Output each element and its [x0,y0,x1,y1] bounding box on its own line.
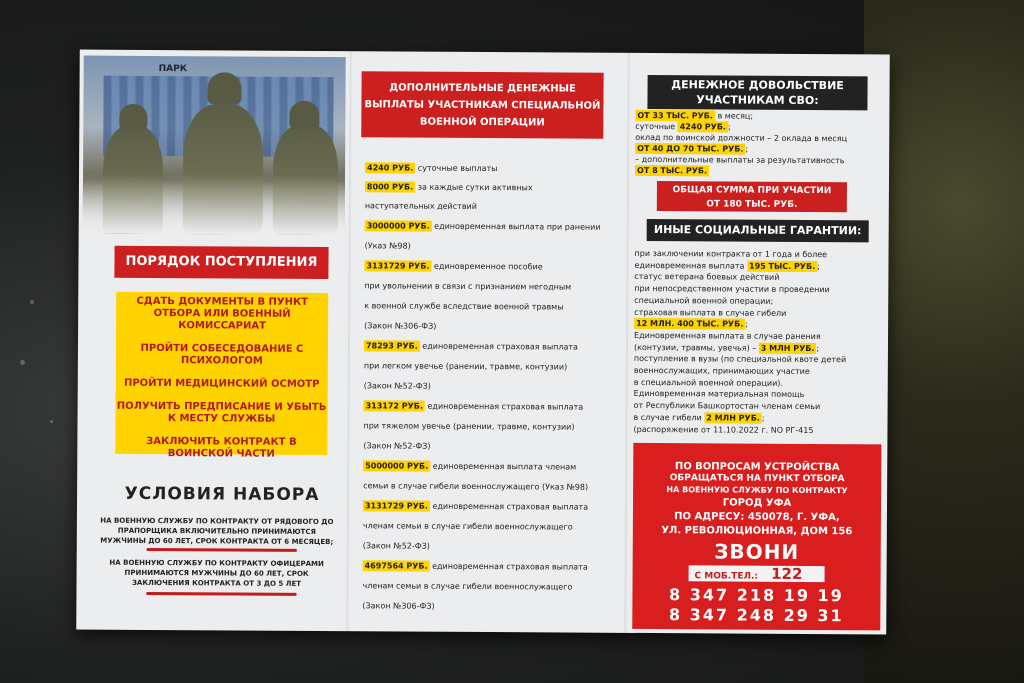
payment-amount: 3131729 РУБ. [364,260,431,271]
info-line [634,354,846,364]
payment-amount: 313172 РУБ. [364,400,425,411]
payment-text: единовременная выплата членам [430,461,577,472]
info-line [634,272,779,282]
info-line [634,389,805,399]
guarantees-title: ИНЫЕ СОЦИАЛЬНЫЕ ГАРАНТИИ: [647,219,869,242]
payment-row [364,401,584,411]
contact-line: УЛ. РЕВОЛЮЦИОННАЯ, ДОМ 156 [661,525,853,538]
payment-row [364,381,431,390]
payment-text: единовременная страховая выплата [424,401,584,412]
payment-text: (Закон №52-ФЗ) [363,441,431,451]
payment-row [362,581,572,591]
payment-row [363,421,574,431]
step-item: ПРОЙТИ СОБЕСЕДОВАНИЕ С ПСИХОЛОГОМ [140,342,304,367]
mobile-label: С МОБ.ТЕЛ.: [694,571,759,582]
payment-row [363,501,588,511]
info-line [634,261,819,271]
payment-row [363,441,430,450]
condition-text: НА ВОЕННУЮ СЛУЖБУ ПО КОНТРАКТУ ОТ РЯДОВОГО ДО ПРАПОРЩИКА ВКЛЮЧИТЕЛЬНО ПРИНИМАЮТСЯ МУЖЧИНЫ ДО 60 ЛЕТ, СРОК КОНТРАКТА ОТ 6 МЕСЯЦЕВ; [100,516,334,547]
payment-text: единовременная выплата при ранении [431,221,601,232]
payment-text: семьи в случае гибели военнослужащего (Указ №98) [363,481,589,492]
info-text: оклад по воинской должности – 2 оклада в месяц [635,132,848,144]
payment-amount: 4697564 РУБ. [363,560,430,571]
payment-amount: 5000000 РУБ. [363,460,430,471]
info-line [635,155,844,165]
recruitment-flyer [76,50,890,635]
step-item: СДАТЬ ДОКУМЕНТЫ В ПУНКТ ОТБОРА ИЛИ ВОЕННЫЙ КОМИССАРИАТ [136,295,309,332]
step-item: ПОЛУЧИТЬ ПРЕДПИСАНИЕ И УБЫТЬ К МЕСТУ СЛУЖБЫ [116,400,327,425]
info-line [635,133,847,143]
building-sign: ПАРК [158,64,188,75]
payment-text: при тяжелом увечье (ранении, травме, контузии) [363,421,575,432]
right-panel [626,53,890,635]
payment-row [365,182,533,192]
payment-text: (Указ №98) [364,241,411,251]
payment-row [365,163,498,173]
payment-amount: 4240 РУБ. [365,162,415,173]
payment-text: наступательных действий [364,201,477,211]
payment-text: единовременная страховая выплата [419,341,578,352]
payment-text: членам семьи в случае гибели военнослужащего [362,581,573,592]
phone-number: 8 347 218 19 19 [669,585,844,606]
info-text: ; [745,319,748,329]
info-line [634,378,783,388]
payment-row [363,561,588,571]
info-line [635,111,753,121]
total-line: ОБЩАЯ СУММА ПРИ УЧАСТИИ [672,185,832,197]
payments-title: ДОПОЛНИТЕЛЬНЫЕ ДЕНЕЖНЫЕ ВЫПЛАТЫ УЧАСТНИКАМ СПЕЦИАЛЬНОЙ ВОЕННОЙ ОПЕРАЦИИ [361,71,603,138]
payment-amount: 78293 РУБ. [364,340,420,351]
info-line [635,166,709,175]
info-text: Единовременная выплата в случае ранения [634,330,821,341]
helmet [119,104,147,130]
allowance-title-line: ДЕНЕЖНОЕ ДОВОЛЬСТВИЕ [671,78,844,93]
info-text: – дополнительные выплаты за результативность [635,154,845,166]
info-text: статус ветерана боевых действий [634,272,780,283]
payment-text: при увольнении в связи с признанием негодным [364,281,572,292]
left-panel [76,50,350,632]
info-text: от Республики Башкортостан членам семьи [633,401,821,412]
info-text: суточные [635,121,678,132]
contact-block [632,443,881,631]
payment-row [365,201,477,211]
info-line [634,366,810,376]
conditions-title: УСЛОВИЯ НАБОРА [124,483,320,506]
payment-amount: 3000000 РУБ. [365,220,432,231]
info-line [634,401,821,411]
highlight-amount: 4240 РУБ. [678,121,728,132]
mobile-bar [689,565,825,582]
payment-text: (Закон №306-ФЗ) [364,321,437,331]
steps-list [115,296,328,472]
payment-text: при легком увечье (ранении, травме, контузии) [363,361,568,372]
total-sum-banner [657,181,847,212]
info-text: единовременная выплата [634,260,748,271]
middle-panel [348,51,628,633]
info-line [635,144,748,154]
info-text: при непосредственном участии в проведении [634,284,830,295]
info-text: специальной военной операции; [634,295,774,306]
info-text: Единовременная материальная помощь [633,389,805,400]
contact-line: ПО ВОПРОСАМ УСТРОЙСТВА [674,461,840,474]
payment-row [364,281,571,291]
helmet [207,72,241,104]
info-line [634,307,786,317]
highlight-amount: ОТ 8 ТЫС. РУБ. [635,165,709,176]
mobile-number: 122 [771,564,803,583]
payment-row [364,261,542,271]
payment-row [362,601,434,610]
payment-row [363,481,588,491]
step-item: ЗАКЛЮЧИТЬ КОНТРАКТ В ВОИНСКОЙ ЧАСТИ [146,435,297,460]
payment-row [364,321,436,330]
allowance-title-line: УЧАСТНИКАМ СВО: [696,93,819,108]
info-text: ; [761,413,765,423]
info-line [634,319,748,329]
helmet [289,101,319,129]
soldiers-photo [83,56,346,236]
info-text: ; [727,122,731,132]
payment-row [363,541,430,550]
payment-amount: 3131729 РУБ. [363,500,430,511]
underline [146,592,296,596]
call-text: ЗВОНИ [714,539,800,564]
water-drop [20,360,25,365]
highlight-amount: 195 ТЫС. РУБ. [747,260,817,271]
payment-text: за каждые сутки активных [415,182,533,193]
contact-line: ОБРАЩАТЬСЯ НА ПУНКТ ОТБОРА [669,473,845,485]
payment-text: (Закон №52-ФЗ) [363,381,431,391]
payment-text: единовременное пособие [431,261,543,272]
info-line [634,296,773,306]
info-line [635,249,828,259]
payment-text: (Закон №52-ФЗ) [362,541,430,551]
payment-text: суточные выплаты [415,163,498,174]
highlight-amount: 3 МЛН РУБ. [759,342,817,353]
allowance-title [647,75,867,110]
contact-line: ПО АДРЕСУ: 450078, Г. УФА, [674,511,840,524]
payment-text: (Закон №306-ФЗ) [362,601,435,611]
payment-text: единовременная страховая выплата [429,561,588,572]
payment-amount: 8000 РУБ. [365,181,415,192]
payment-text: членам семьи в случае гибели военнослужащего [362,521,573,532]
payment-row [364,301,563,311]
condition-text: НА ВОЕННУЮ СЛУЖБУ ПО КОНТРАКТУ ОФИЦЕРАМИ ПРИНИМАЮТСЯ МУЖЧИНЫ ДО 60 ЛЕТ, СРОК ЗАКЛЮЧЕНИЯ КОНТРАКТА ОТ 3 ДО 5 ЛЕТ [109,558,324,588]
info-line [634,413,765,423]
order-title: ПОРЯДОК ПОСТУПЛЕНИЯ [114,246,328,279]
info-line [633,424,813,434]
info-line [634,343,819,353]
info-text: страховая выплата в случае гибели [634,307,787,318]
payment-row [364,361,567,371]
info-text: (контузии, травмы, увечья) – [633,342,759,353]
info-text: ; [817,261,820,271]
payment-text: единовременная страховая выплата [429,501,589,512]
contact-line: ГОРОД УФА [722,497,792,509]
info-text: ; [816,343,820,353]
highlight-amount: ОТ 33 ТЫС. РУБ. [635,110,715,121]
highlight-amount: ОТ 40 ДО 70 ТЫС. РУБ. [635,143,745,155]
payment-row [364,341,578,351]
info-line [634,331,821,341]
info-text: военнослужащих, принимающих участие [633,365,810,376]
contact-line: НА ВОЕННУЮ СЛУЖБУ ПО КОНТРАКТУ [666,485,848,496]
total-line: ОТ 180 ТЫС. РУБ. [706,199,798,210]
payment-row [363,461,576,471]
water-drop [50,420,53,423]
info-text: (распоряжение от 11.10.2022 г. NO РГ-415 [633,424,814,435]
info-text: при заключении контракта от 1 года и более [634,248,828,260]
payments-list [362,163,625,611]
info-text: в случае гибели [633,412,705,423]
payment-text: к военной службе вследствие военной травмы [364,301,564,312]
info-text: ; [745,144,749,154]
info-text: поступление в вузы (по специальной квоте детей [633,354,847,365]
phone-number: 8 347 248 29 31 [668,605,844,626]
underline [147,548,297,552]
payment-row [365,221,601,231]
step-item: ПРОЙТИ МЕДИЦИНСКИЙ ОСМОТР [123,377,320,391]
highlight-amount: 2 МЛН РУБ. [704,412,762,423]
highlight-amount: 12 МЛН. 400 ТЫС. РУБ. [634,318,745,330]
payment-row [363,521,573,531]
payment-row [365,241,411,250]
info-line [635,122,730,132]
info-text: в месяц; [714,111,754,121]
info-line [634,284,829,294]
info-text: в специальной военной операции). [633,377,784,388]
water-drop [30,300,34,304]
